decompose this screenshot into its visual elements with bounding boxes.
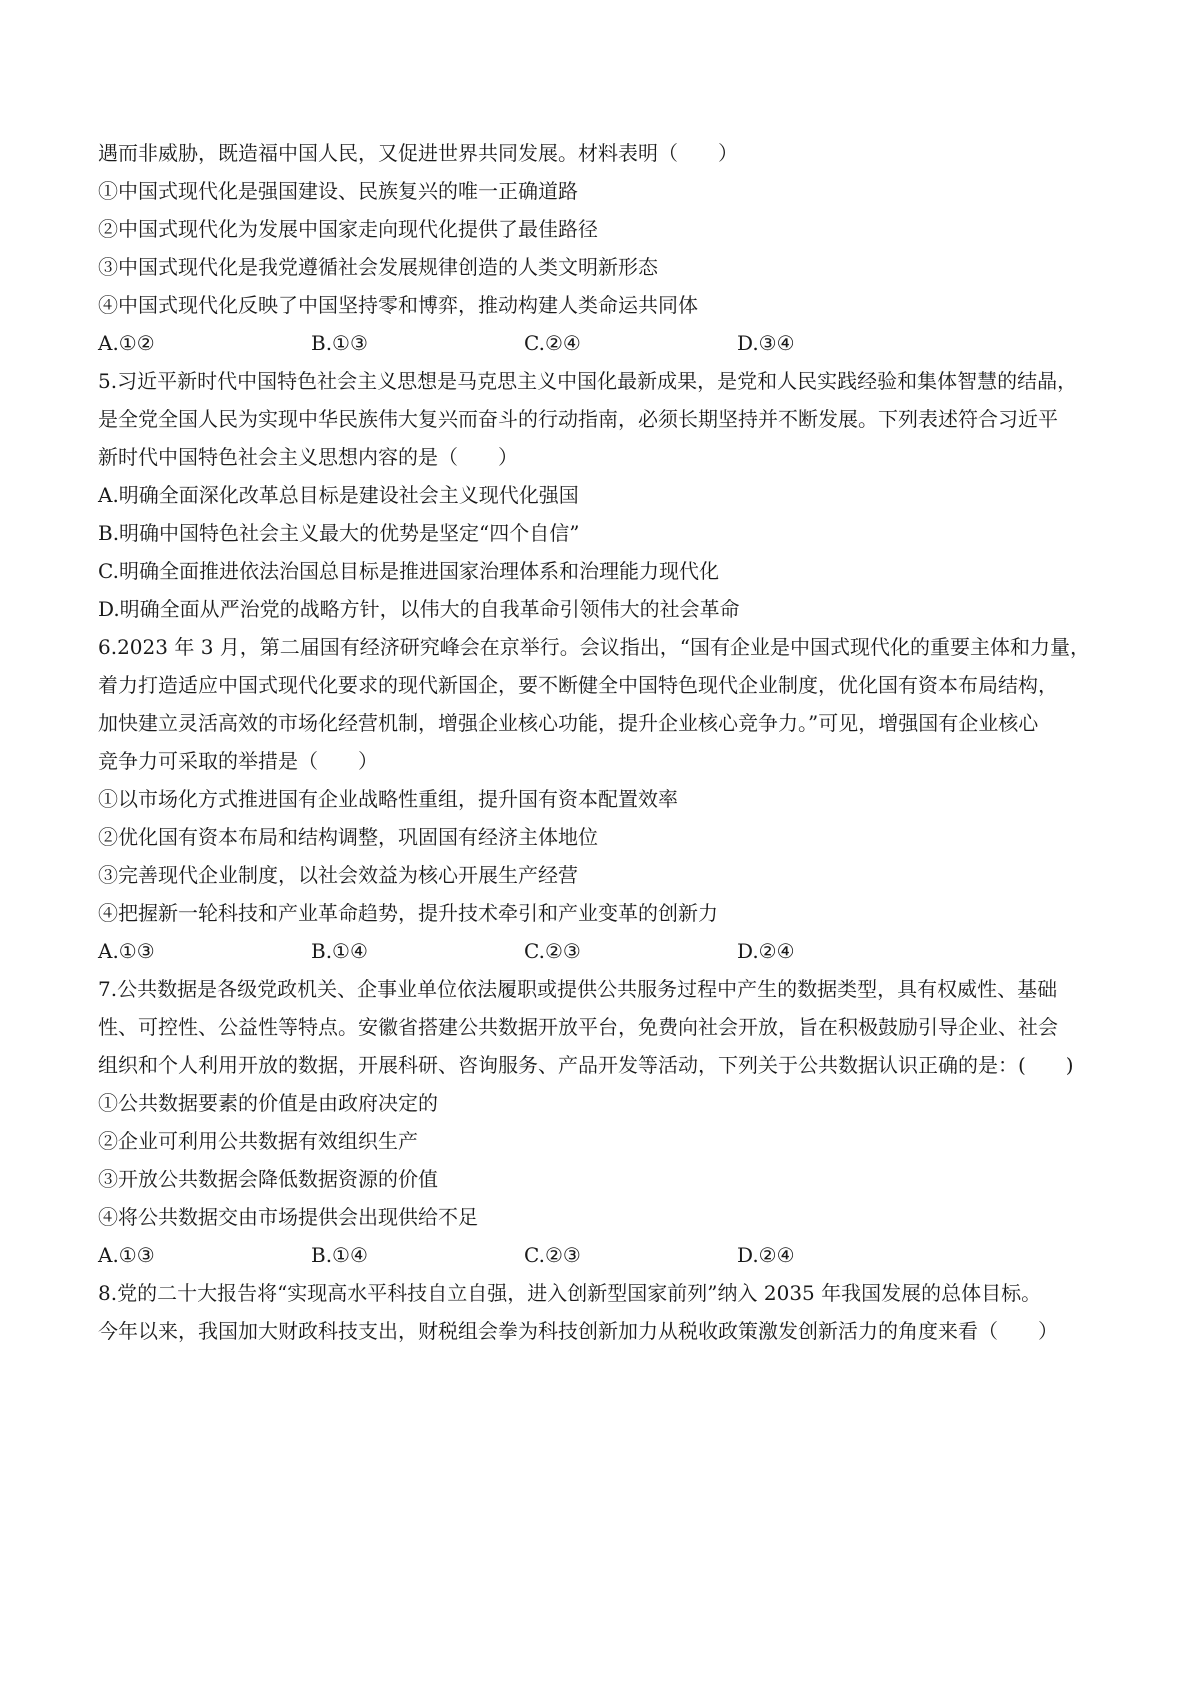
question-4-options [98,324,1118,362]
question-6 [98,628,1118,970]
option-d: D.②④ [737,1243,795,1267]
question-5-choice-c: C.明确全面推进依法治国总目标是推进国家治理体系和治理能力现代化 [98,559,719,583]
question-7-options [98,1236,1118,1274]
question-8 [98,1274,1118,1350]
question-6-item-1: ①以市场化方式推进国有企业战略性重组，提升国有资本配置效率 [98,787,678,811]
question-5-stem-line-3: 新时代中国特色社会主义思想内容的是（ ） [98,445,518,469]
question-6-item-2: ②优化国有资本布局和结构调整，巩固国有经济主体地位 [98,825,598,849]
option-c: C.②③ [524,939,581,963]
question-8-stem-line-2: 今年以来，我国加大财政科技支出，财税组会拳为科技创新加力从税收政策激发创新活力的角度来看（ ） [98,1319,1058,1343]
question-4 [98,134,1118,362]
question-7-stem-line-1: 7.公共数据是各级党政机关、企事业单位依法履职或提供公共服务过程中产生的数据类型，具有权威性、基础 [98,977,1058,1001]
option-b: B.①③ [311,331,368,355]
question-5 [98,362,1118,628]
question-4-item-3: ③中国式现代化是我党遵循社会发展规律创造的人类文明新形态 [98,255,658,279]
question-5-stem-line-2: 是全党全国人民为实现中华民族伟大复兴而奋斗的行动指南，必须长期坚持并不断发展。下列表述符合习近平 [98,407,1058,431]
question-4-stem: 遇而非威胁，既造福中国人民，又促进世界共同发展。材料表明（ ） [98,141,738,165]
question-4-item-4: ④中国式现代化反映了中国坚持零和博弈，推动构建人类命运共同体 [98,293,698,317]
question-7-stem-line-2: 性、可控性、公益性等特点。安徽省搭建公共数据开放平台，免费向社会开放，旨在积极鼓励引导企业、社会 [98,1015,1058,1039]
question-6-stem-line-3: 加快建立灵活高效的市场化经营机制，增强企业核心功能，提升企业核心竞争力。”可见，增强国有企业核心 [98,711,1039,735]
option-a: A.①③ [98,939,155,963]
question-7 [98,970,1118,1274]
option-b: B.①④ [311,1243,368,1267]
option-d: D.②④ [737,939,795,963]
exam-page [98,134,1118,1350]
question-7-item-1: ①公共数据要素的价值是由政府决定的 [98,1091,438,1115]
option-a: A.①③ [98,1243,155,1267]
question-4-item-2: ②中国式现代化为发展中国家走向现代化提供了最佳路径 [98,217,598,241]
question-5-choice-b: B.明确中国特色社会主义最大的优势是坚定“四个自信” [98,521,580,545]
question-6-item-4: ④把握新一轮科技和产业革命趋势，提升技术牵引和产业变革的创新力 [98,901,718,925]
question-6-stem-line-4: 竞争力可采取的举措是（ ） [98,749,378,773]
question-6-stem-line-1: 6.2023 年 3 月，第二届国有经济研究峰会在京举行。会议指出，“国有企业是中国式现代化的重要主体和力量， [98,635,1091,659]
question-8-stem-line-1: 8.党的二十大报告将“实现高水平科技自立自强，进入创新型国家前列”纳入 2035 年我国发展的总体目标。 [98,1281,1042,1305]
question-6-item-3: ③完善现代企业制度，以社会效益为核心开展生产经营 [98,863,578,887]
option-b: B.①④ [311,939,368,963]
question-5-stem-line-1: 5.习近平新时代中国特色社会主义思想是马克思主义中国化最新成果，是党和人民实践经验和集体智慧的结晶， [98,369,1078,393]
question-6-stem-line-2: 着力打造适应中国式现代化要求的现代新国企，要不断健全中国特色现代企业制度，优化国有资本布局结构， [98,673,1058,697]
question-7-item-3: ③开放公共数据会降低数据资源的价值 [98,1167,438,1191]
question-4-item-1: ①中国式现代化是强国建设、民族复兴的唯一正确道路 [98,179,578,203]
question-5-choice-d: D.明确全面从严治党的战略方针，以伟大的自我革命引领伟大的社会革命 [98,597,740,621]
question-6-options [98,932,1118,970]
option-a: A.①② [98,331,155,355]
question-7-stem-line-3: 组织和个人利用开放的数据，开展科研、咨询服务、产品开发等活动，下列关于公共数据认识正确的是：( ) [98,1053,1074,1077]
option-d: D.③④ [737,331,795,355]
question-7-item-2: ②企业可利用公共数据有效组织生产 [98,1129,418,1153]
option-c: C.②③ [524,1243,581,1267]
question-5-choice-a: A.明确全面深化改革总目标是建设社会主义现代化强国 [98,483,579,507]
option-c: C.②④ [524,331,581,355]
question-7-item-4: ④将公共数据交由市场提供会出现供给不足 [98,1205,478,1229]
